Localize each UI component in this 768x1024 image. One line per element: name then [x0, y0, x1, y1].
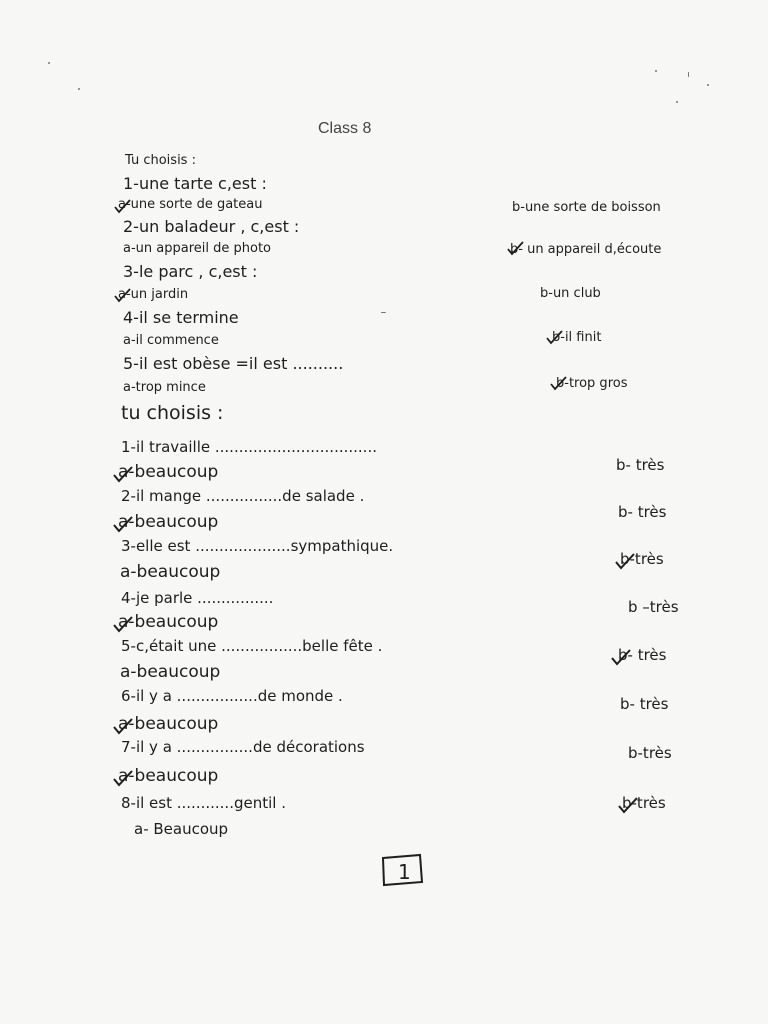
option-b: b-un club	[540, 286, 601, 301]
question-text: 8-il est ............gentil .	[121, 794, 286, 812]
check-mark-icon	[549, 375, 569, 391]
option-b: b-il finit	[552, 330, 602, 345]
question-text: 3-le parc , c,est :	[123, 262, 258, 281]
check-mark-icon	[113, 287, 133, 303]
question-text: 5-il est obèse =il est ..........	[123, 354, 344, 373]
option-b: b- un appareil d,écoute	[510, 242, 662, 257]
option-a: a- Beaucoup	[134, 820, 229, 838]
section1-heading: Tu choisis :	[125, 153, 196, 168]
option-b: b-une sorte de boisson	[512, 200, 661, 215]
option-b: b-trop gros	[556, 376, 628, 391]
option-a: a-beaucoup	[118, 612, 219, 632]
scan-speck	[707, 84, 709, 86]
page-title: Class 8	[318, 120, 372, 137]
scan-speck	[676, 101, 678, 103]
option-b: b-très	[620, 550, 664, 568]
option-a: a-beaucoup	[118, 462, 219, 482]
question-text: 4-il se termine	[123, 308, 239, 327]
scan-speck	[48, 62, 50, 64]
scan-speck	[78, 88, 80, 90]
question-text: 2-un baladeur , c,est :	[123, 217, 300, 236]
question-text: 7-il y a ................de décorations	[121, 738, 365, 756]
check-mark-icon	[545, 329, 565, 345]
option-a: a-il commence	[123, 333, 219, 348]
scan-speck	[688, 72, 689, 77]
scan-speck	[655, 70, 657, 72]
check-mark-icon	[610, 648, 632, 666]
check-mark-icon	[112, 465, 134, 483]
score-box	[380, 852, 424, 888]
option-b: b- très	[618, 503, 667, 521]
question-text: 4-je parle ................	[121, 589, 274, 607]
section2-heading: tu choisis :	[121, 402, 224, 424]
option-b: b- très	[620, 695, 669, 713]
option-a: a-trop mince	[123, 380, 206, 395]
option-a: a-beaucoup	[118, 714, 219, 734]
check-mark-icon	[506, 240, 526, 256]
question-text: 5-c,était une .................belle fête .	[121, 637, 383, 655]
question-text: 6-il y a .................de monde .	[121, 687, 343, 705]
option-a: a-une sorte de gateau	[118, 197, 263, 212]
scan-speck	[381, 312, 386, 313]
option-a: a-beaucoup	[118, 766, 219, 786]
check-mark-icon	[112, 515, 134, 533]
check-mark-icon	[112, 769, 134, 787]
question-text: 3-elle est ....................sympathique.	[121, 537, 394, 555]
check-mark-icon	[112, 717, 134, 735]
score-text: 1	[398, 860, 411, 884]
option-b: b- très	[616, 456, 665, 474]
option-a: a-un appareil de photo	[123, 241, 271, 256]
option-b: b –très	[628, 598, 679, 616]
option-a: a-beaucoup	[118, 512, 219, 532]
check-mark-icon	[113, 198, 133, 214]
option-a: a-un jardin	[118, 287, 189, 302]
question-text: 2-il mange ................de salade .	[121, 487, 365, 505]
question-text: 1-une tarte c,est :	[123, 174, 267, 193]
option-a: a-beaucoup	[120, 662, 221, 682]
check-mark-icon	[614, 552, 636, 570]
check-mark-icon	[617, 796, 639, 814]
option-b: b- très	[618, 646, 667, 664]
option-b: b-très	[622, 794, 666, 812]
option-a: a-beaucoup	[120, 562, 221, 582]
question-text: 1-il travaille ..................................	[121, 438, 377, 456]
check-mark-icon	[112, 615, 134, 633]
option-b: b-très	[628, 744, 672, 762]
